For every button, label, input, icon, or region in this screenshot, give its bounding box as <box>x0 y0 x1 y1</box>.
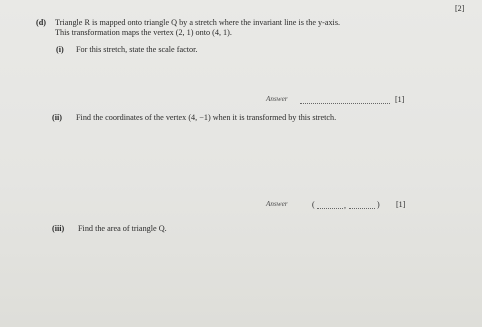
part-ii-open-paren: ( <box>312 200 315 209</box>
part-iii-text: Find the area of triangle Q. <box>78 224 167 233</box>
question-text-line-2: This transformation maps the vertex (2, 1) onto (4, 1). <box>55 28 232 37</box>
part-ii-answer-label: Answer <box>266 200 288 208</box>
part-ii-label: (ii) <box>52 113 63 122</box>
part-i-label: (i) <box>56 45 64 54</box>
part-iii-label: (iii) <box>52 224 65 233</box>
part-i-text: For this stretch, state the scale factor. <box>76 45 198 54</box>
part-i-answer-line[interactable] <box>300 103 390 104</box>
question-label: (d) <box>36 18 47 27</box>
part-ii-text: Find the coordinates of the vertex (4, −1) when it is transformed by this stretch. <box>76 113 337 122</box>
question-text-line-1: Triangle R is mapped onto triangle Q by a stretch where the invariant line is the y-axis. <box>55 18 341 27</box>
part-i-answer-label: Answer <box>266 95 288 103</box>
part-i-mark: [1] <box>395 95 405 104</box>
part-ii-y-answer-line[interactable] <box>349 208 375 209</box>
part-ii-comma: , <box>344 201 346 210</box>
part-ii-x-answer-line[interactable] <box>317 208 343 209</box>
previous-part-mark: [2] <box>455 4 465 13</box>
part-ii-mark: [1] <box>396 200 406 209</box>
part-ii-close-paren: ) <box>377 200 380 209</box>
